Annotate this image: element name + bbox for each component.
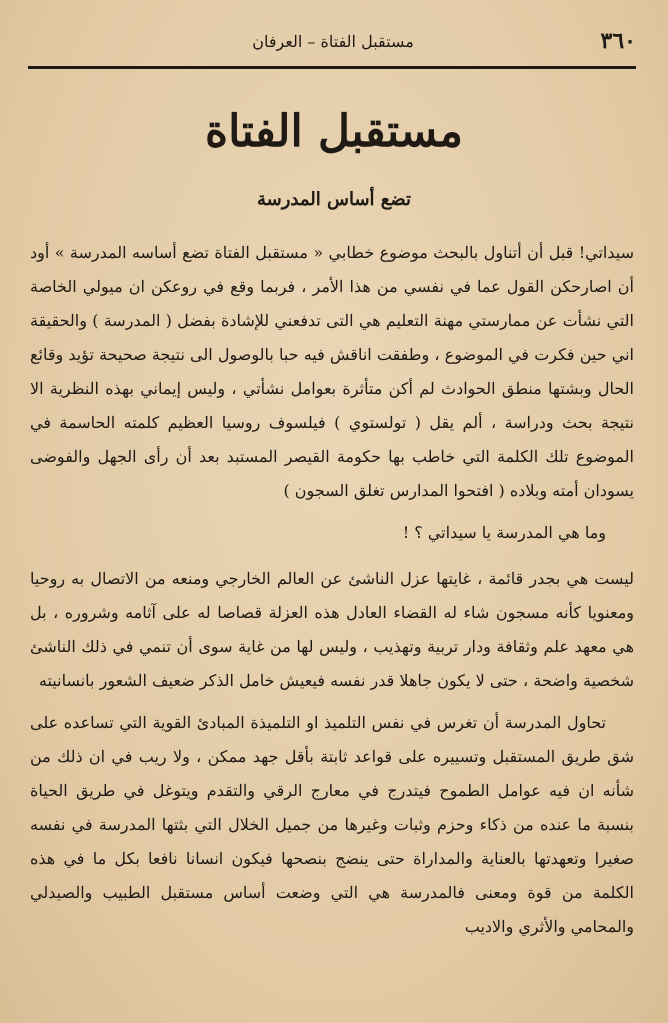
paragraph-purpose: تحاول المدرسة أن تغرس في نفس التلميذ او التلميذة المبادئ القوية التي تساعده على شق طريق المستقبل وتسييره على قواعد ثابتة بأقل جهد ممكن ، ولا ريب في ان ذلك من شأنه ان فيه عوامل الطموح فيتدرج في معارج الرقي والتقدم ويتوغل في طريق الحياة بنسبة ما عنده من ذكاء وحزم وثبات وغيرها من جميل الخلال التي بثتها المدرسة في نفسه صغيرا وتعهدتها بالعناية والمداراة حتى ينضج بنصحها فيكون انسانا نافعا بكل ما في هذه الكلمة من قوة ومعنى فالمدرسة هي التي وضعت أساس مستقبل الطبيب والصيدلي والمحامي والأثري والاديب xyxy=(30,713,634,936)
article-title: مستقبل الفتاة xyxy=(205,106,463,157)
paragraph-definition: ليست هي بجدر قائمة ، غايتها عزل الناشئ عن العالم الخارجي ومنعه من الاتصال به روحيا ومعنويا كأنه مسجون شاء له القضاء العادل هذه العزلة قصاصا له على آثامه وشروره ، بل هي معهد علم وثقافة ودار تربية وتهذيب ، وليس لها من غاية سوى أن تنمي في ذلك الناشئ شخصية واضحة ، حتى لا يكون جاهلا قدر نفسه فيعيش خامل الذكر ضعيف الشعور بانسانيته xyxy=(30,569,635,690)
paragraph-question: وما هي المدرسة يا سيداتي ؟ ! xyxy=(402,523,606,542)
paragraph-intro: سيداتي! قبل أن أتناول بالبحث موضوع خطابي « مستقبل الفتاة تضع أساسه المدرسة » أود أن اصارحكن القول عما في نفسي من هذا الأمر ، فربما وقع في روعكن ان ميولي الخاصة التي نشأت عن ممارستي مهنة التعليم هي التى تدفعني للإشادة بفضل ( المدرسة ) والحقيقة اني حين فكرت في الموضوع ، وطفقت اناقش فيه حبا بالوصول الى نتيجة صحيحة تؤيد وقائع الحال وبشتها منطق الحوادث لم أكن متأثرة بعوامل نشأتي ، وليس إيماني بهذه النظرية الا نتيجة بحث ودراسة ، ألم يقل ( تولستوي ) فيلسوف روسيا العظيم كلمته الحاسمة في الموضوع تلك الكلمة التي خاطب بها حكومة القيصر المستبد بعد أن رأى الجهل والفوضى يسودان أمته وبلاده ( افتحوا المدارس تغلق السجون ) xyxy=(30,243,634,500)
page-number: ٣٦٠ xyxy=(600,28,636,54)
article-body xyxy=(30,236,634,952)
running-head: مستقبل الفتاة – العرفان xyxy=(252,32,414,51)
page-header xyxy=(30,26,636,66)
article-subtitle: تضع أساس المدرسة xyxy=(256,189,412,210)
header-rule xyxy=(28,66,636,69)
